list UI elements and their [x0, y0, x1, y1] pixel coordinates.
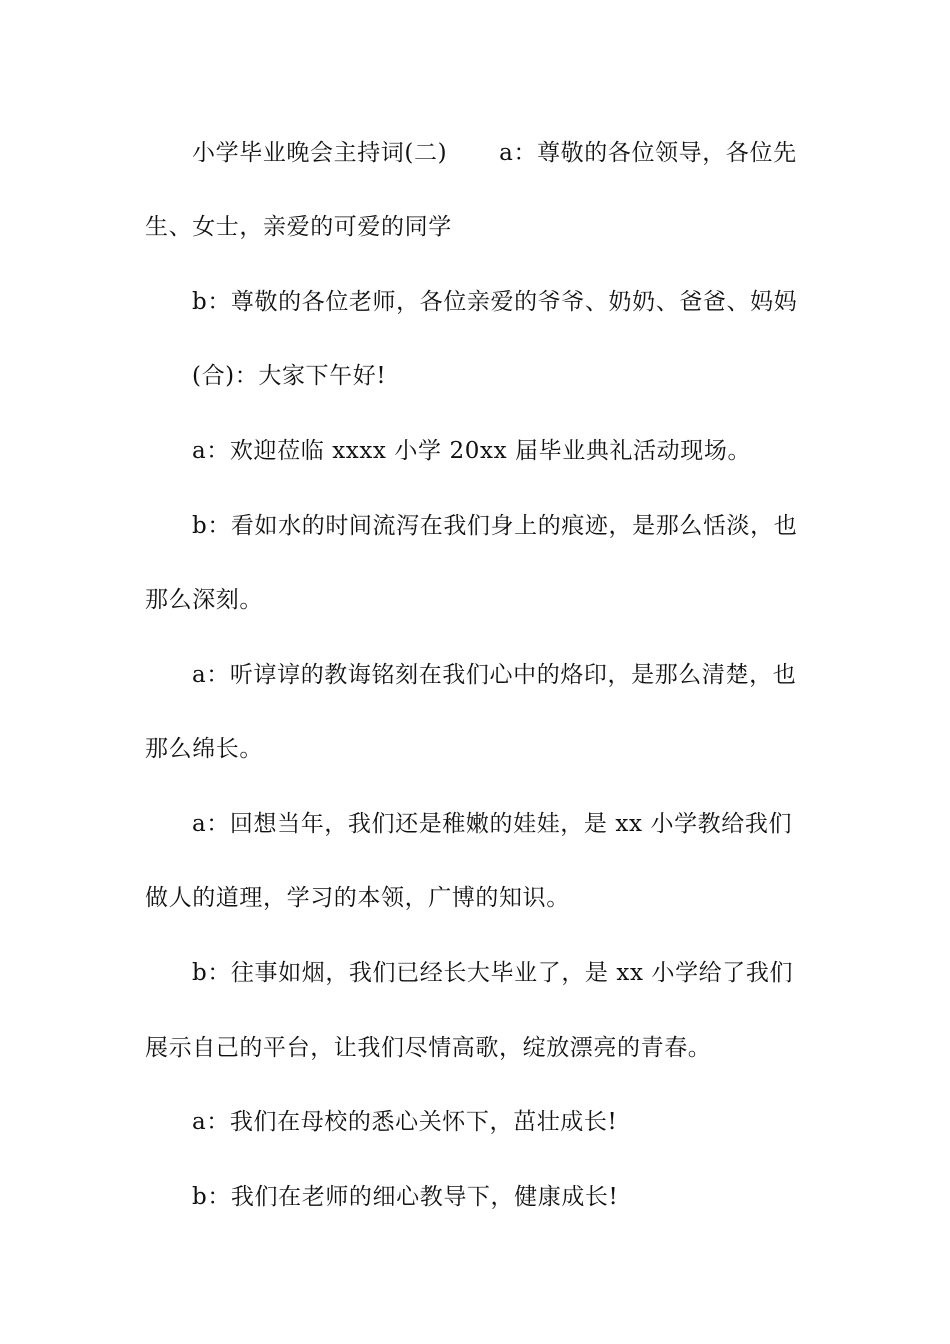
- text-line: b：尊敬的各位老师，各位亲爱的爷爷、奶奶、爸爸、妈妈: [192, 289, 798, 315]
- text-line: 那么绵长。: [145, 736, 263, 762]
- text-line: b：看如水的时间流泻在我们身上的痕迹，是那么恬淡，也: [192, 513, 798, 539]
- text-line: a：回想当年，我们还是稚嫩的娃娃，是 xx 小学教给我们: [192, 811, 793, 837]
- text-line: a：听谆谆的教诲铭刻在我们心中的烙印，是那么清楚，也: [192, 662, 797, 688]
- text-line: 生、女士，亲爱的可爱的同学: [145, 214, 452, 240]
- text-line: (合)：大家下午好!: [192, 363, 387, 389]
- text-line: a：尊敬的各位领导，各位先: [499, 140, 797, 166]
- text-line: b：往事如烟，我们已经长大毕业了，是 xx 小学给了我们: [192, 960, 794, 986]
- text-line: 展示自己的平台，让我们尽情高歌，绽放漂亮的青春。: [145, 1035, 712, 1061]
- text-line: 那么深刻。: [145, 587, 263, 613]
- text-line: b：我们在老师的细心教导下，健康成长!: [192, 1184, 619, 1210]
- text-line: 做人的道理，学习的本领，广博的知识。: [145, 885, 570, 911]
- document-title: 小学毕业晚会主持词(二): [192, 140, 448, 166]
- text-line: a：欢迎莅临 xxxx 小学 20xx 届毕业典礼活动现场。: [192, 438, 752, 464]
- paragraph-title-line: [192, 133, 857, 173]
- text-line: a：我们在母校的悉心关怀下，茁壮成长!: [192, 1109, 618, 1135]
